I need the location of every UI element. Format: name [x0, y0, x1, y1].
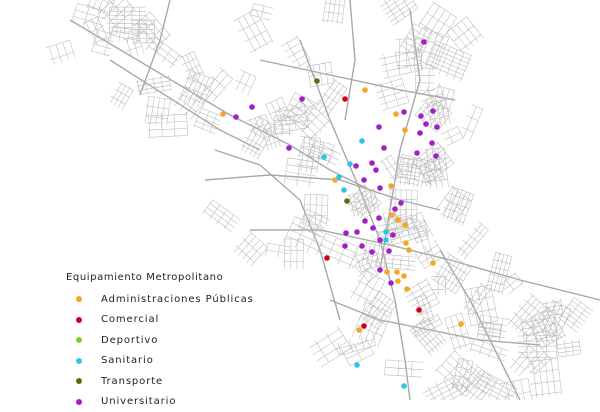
- admin-point-59: [394, 269, 400, 275]
- universitario-point-22: [353, 163, 359, 169]
- legend-item-deportivo: [66, 330, 296, 351]
- comercial-point-2: [342, 96, 348, 102]
- sanitario-point-26: [347, 161, 353, 167]
- admin-point-52: [403, 240, 409, 246]
- admin-dot-icon: [76, 296, 82, 302]
- universitario-point-30: [361, 177, 367, 183]
- legend-item-universitario: [66, 392, 296, 412]
- universitario-point-11: [423, 121, 429, 127]
- universitario-point-21: [286, 145, 292, 151]
- admin-point-33: [388, 183, 394, 189]
- transporte-point-34: [344, 198, 350, 204]
- universitario-point-35: [398, 200, 404, 206]
- admin-point-17: [393, 111, 399, 117]
- admin-point-39: [389, 212, 395, 218]
- legend-item-comercial: [66, 310, 296, 331]
- admin-point-56: [430, 260, 436, 266]
- legend-item-transporte: [66, 371, 296, 392]
- universitario-point-47: [390, 232, 396, 238]
- universitario-point-9: [418, 113, 424, 119]
- map-legend: [66, 272, 296, 400]
- universitario-point-46: [377, 237, 383, 243]
- comercial-dot-icon: [76, 317, 82, 323]
- admin-point-5: [220, 111, 226, 117]
- sanitario-point-44: [383, 229, 389, 235]
- universitario-point-7: [299, 96, 305, 102]
- universitario-point-42: [354, 229, 360, 235]
- universitario-point-15: [433, 153, 439, 159]
- universitario-point-8: [401, 109, 407, 115]
- comercial-point-55: [324, 255, 330, 261]
- universitario-point-23: [369, 160, 375, 166]
- universitario-point-50: [359, 243, 365, 249]
- legend-title: Equipamiento Metropolitano: [66, 272, 296, 283]
- legend-label-sanitario: Sanitario: [101, 355, 154, 366]
- admin-point-60: [401, 273, 407, 279]
- sanitario-point-68: [354, 362, 360, 368]
- universitario-point-51: [369, 249, 375, 255]
- universitario-point-37: [362, 218, 368, 224]
- admin-point-65: [458, 321, 464, 327]
- sanitario-point-25: [321, 154, 327, 160]
- admin-point-40: [395, 217, 401, 223]
- universitario-point-0: [421, 39, 427, 45]
- universitario-point-24: [381, 145, 387, 151]
- legend-item-admin: [66, 289, 296, 310]
- legend-label-transporte: Transporte: [101, 376, 163, 387]
- sanitario-point-29: [336, 174, 342, 180]
- admin-point-1: [362, 87, 368, 93]
- legend-item-sanitario: [66, 351, 296, 372]
- universitario-point-10: [430, 108, 436, 114]
- transporte-point-3: [314, 78, 320, 84]
- admin-point-58: [384, 269, 390, 275]
- admin-point-18: [402, 127, 408, 133]
- admin-point-53: [406, 247, 412, 253]
- universitario-point-62: [388, 280, 394, 286]
- universitario-point-13: [417, 130, 423, 136]
- universitario-point-36: [392, 206, 398, 212]
- universitario-point-12: [434, 124, 440, 130]
- admin-point-63: [404, 286, 410, 292]
- comercial-point-66: [361, 323, 367, 329]
- universitario-point-49: [342, 243, 348, 249]
- admin-point-61: [395, 278, 401, 284]
- admin-point-45: [402, 222, 408, 228]
- admin-point-67: [356, 327, 362, 333]
- comercial-point-64: [416, 307, 422, 313]
- sanitario-point-48: [383, 237, 389, 243]
- universitario-point-41: [343, 230, 349, 236]
- universitario-point-38: [376, 215, 382, 221]
- universitario-point-16: [414, 150, 420, 156]
- sanitario-point-31: [341, 187, 347, 193]
- deportivo-dot-icon: [76, 337, 82, 343]
- universitario-point-32: [377, 185, 383, 191]
- legend-label-universitario: Universitario: [101, 396, 176, 407]
- legend-label-deportivo: Deportivo: [101, 335, 158, 346]
- universitario-point-54: [386, 248, 392, 254]
- transporte-dot-icon: [76, 378, 82, 384]
- sanitario-point-20: [359, 138, 365, 144]
- universitario-point-19: [376, 124, 382, 130]
- sanitario-point-69: [401, 383, 407, 389]
- universitario-point-27: [373, 167, 379, 173]
- sanitario-dot-icon: [76, 358, 82, 364]
- legend-label-admin: Administraciones Públicas: [101, 294, 254, 305]
- universitario-point-57: [377, 267, 383, 273]
- universitario-point-14: [429, 140, 435, 146]
- universitario-point-6: [233, 114, 239, 120]
- legend-label-comercial: Comercial: [101, 314, 159, 325]
- universitario-point-43: [370, 225, 376, 231]
- universitario-point-4: [249, 104, 255, 110]
